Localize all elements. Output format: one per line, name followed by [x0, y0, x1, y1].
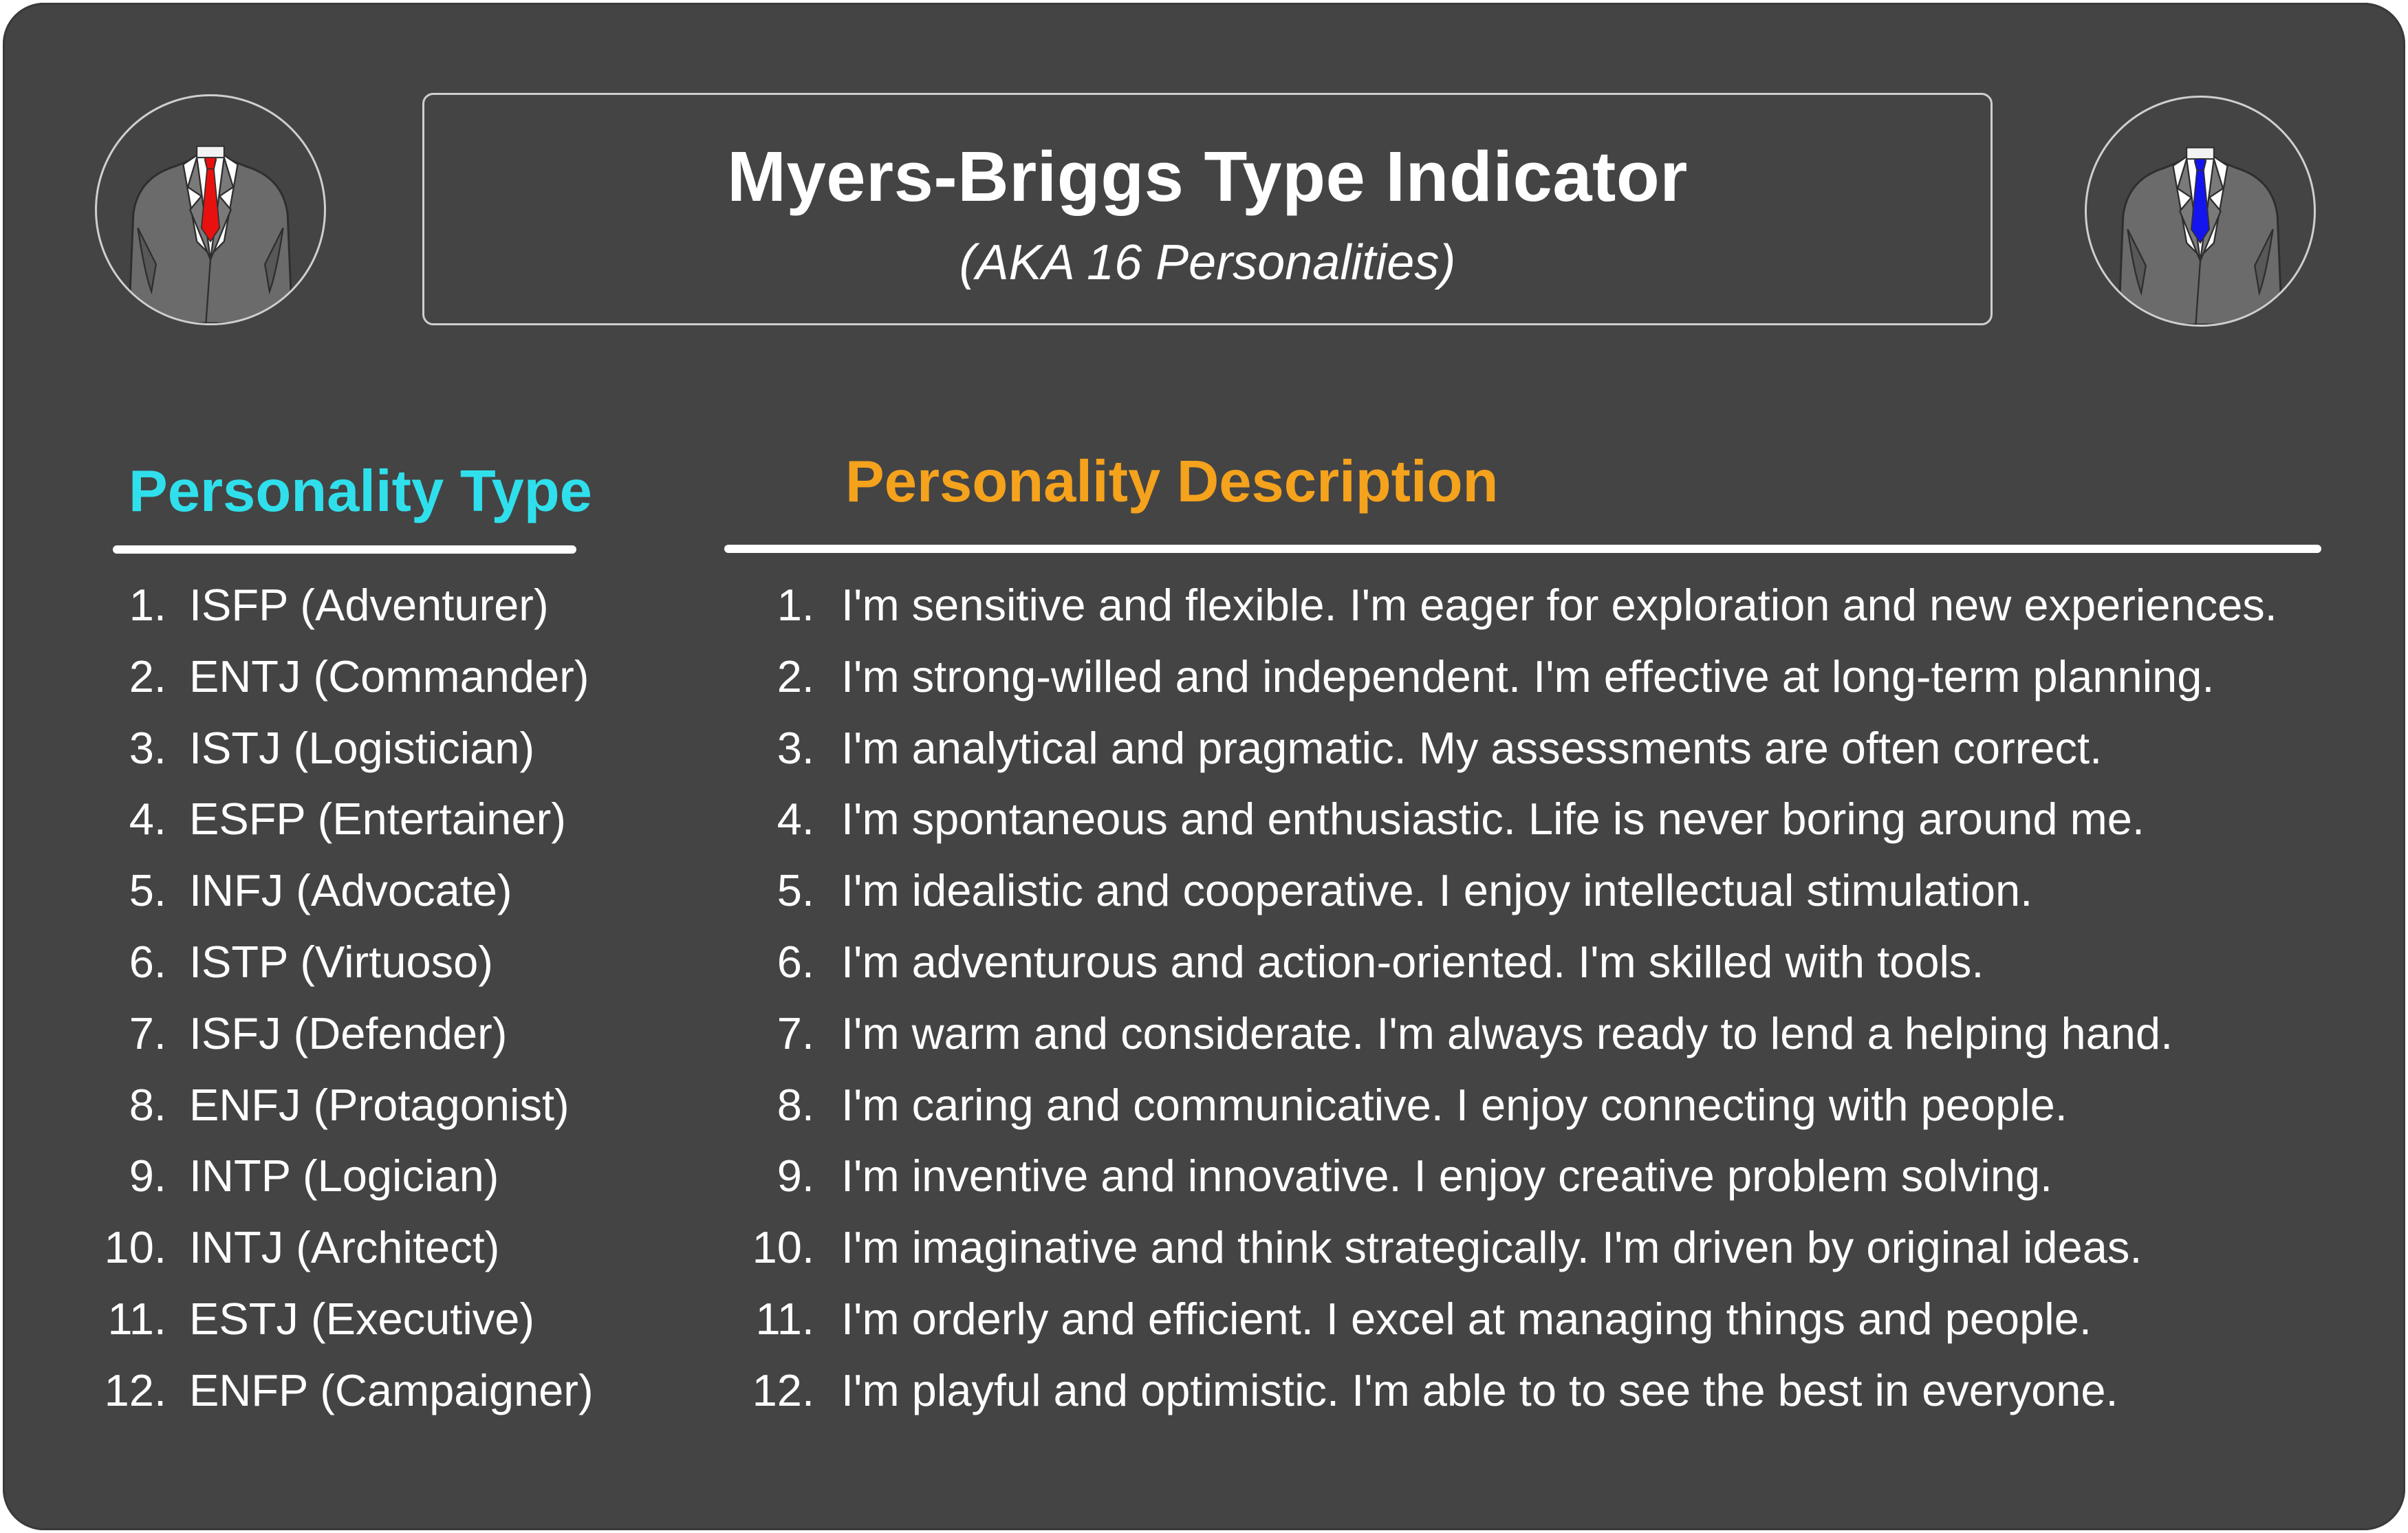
- list-text: ISTJ (Logistician): [189, 722, 535, 773]
- list-number: 5.: [777, 865, 814, 916]
- list-text: INTJ (Architect): [189, 1222, 500, 1273]
- list-text: ISTP (Virtuoso): [189, 937, 493, 987]
- list-number: 3.: [777, 722, 814, 773]
- suit-blue-tie-icon: [2087, 98, 2314, 325]
- list-number: 7.: [777, 1008, 814, 1058]
- list-text: I'm imaginative and think strategically. I'm driven by original ideas.: [841, 1222, 2143, 1273]
- list-text: I'm adventurous and action-oriented. I'm skilled with tools.: [841, 937, 1984, 987]
- list-text: I'm sensitive and flexible. I'm eager for exploration and new experiences.: [841, 580, 2277, 630]
- list-text: ESTJ (Executive): [189, 1294, 535, 1344]
- list-number: 5.: [129, 865, 166, 916]
- page-title: Myers-Briggs Type Indicator: [727, 137, 1688, 216]
- list-text: ENFP (Campaigner): [189, 1365, 594, 1415]
- list-text: ESFP (Entertainer): [189, 794, 566, 845]
- list-number: 4.: [129, 794, 166, 845]
- list-text: I'm caring and communicative. I enjoy connecting with people.: [841, 1079, 2068, 1130]
- list-number: 7.: [129, 1008, 166, 1058]
- list-number: 10.: [104, 1222, 166, 1273]
- list-text: I'm warm and considerate. I'm always ready to lend a helping hand.: [841, 1008, 2173, 1058]
- list-number: 1.: [129, 580, 166, 630]
- list-number: 8.: [777, 1079, 814, 1130]
- personality-description-heading: Personality Description: [845, 449, 1499, 514]
- title-box: [422, 93, 1993, 325]
- list-number: 8.: [129, 1079, 166, 1130]
- list-number: 1.: [777, 580, 814, 630]
- mbti-card: [3, 3, 2405, 1530]
- list-number: 10.: [752, 1222, 814, 1273]
- list-text: ENFJ (Protagonist): [189, 1079, 570, 1130]
- list-number: 11.: [107, 1294, 166, 1344]
- list-number: 12.: [752, 1365, 814, 1415]
- list-number: 9.: [777, 1151, 814, 1202]
- list-text: ENTJ (Commander): [189, 651, 589, 702]
- list-number: 6.: [777, 937, 814, 987]
- list-text: ISFP (Adventurer): [189, 580, 549, 630]
- page-subtitle: (AKA 16 Personalities): [959, 235, 1456, 290]
- list-text: I'm analytical and pragmatic. My assessments are often correct.: [841, 722, 2103, 773]
- list-number: 4.: [777, 794, 814, 845]
- list-number: 11.: [755, 1294, 814, 1344]
- description-heading-underline: [724, 545, 2321, 553]
- list-number: 3.: [129, 722, 166, 773]
- list-number: 6.: [129, 937, 166, 987]
- list-number: 12.: [104, 1365, 166, 1415]
- list-text: I'm inventive and innovative. I enjoy creative problem solving.: [841, 1151, 2053, 1202]
- list-text: I'm playful and optimistic. I'm able to to see the best in everyone.: [841, 1365, 2118, 1415]
- list-text: I'm idealistic and cooperative. I enjoy intellectual stimulation.: [841, 865, 2033, 916]
- list-text: INTP (Logician): [189, 1151, 499, 1202]
- list-text: I'm spontaneous and enthusiastic. Life is never boring around me.: [841, 794, 2145, 845]
- list-number: 2.: [777, 651, 814, 702]
- avatar-left: [95, 94, 326, 325]
- list-text: I'm strong-willed and independent. I'm effective at long-term planning.: [841, 651, 2215, 702]
- suit-red-tie-icon: [97, 96, 324, 323]
- list-number: 2.: [129, 651, 166, 702]
- list-text: INFJ (Advocate): [189, 865, 512, 916]
- list-number: 9.: [129, 1151, 166, 1202]
- avatar-right: [2085, 96, 2316, 327]
- type-heading-underline: [113, 545, 576, 554]
- list-text: I'm orderly and efficient. I excel at managing things and people.: [841, 1294, 2092, 1344]
- list-text: ISFJ (Defender): [189, 1008, 508, 1058]
- personality-type-heading: Personality Type: [129, 459, 592, 524]
